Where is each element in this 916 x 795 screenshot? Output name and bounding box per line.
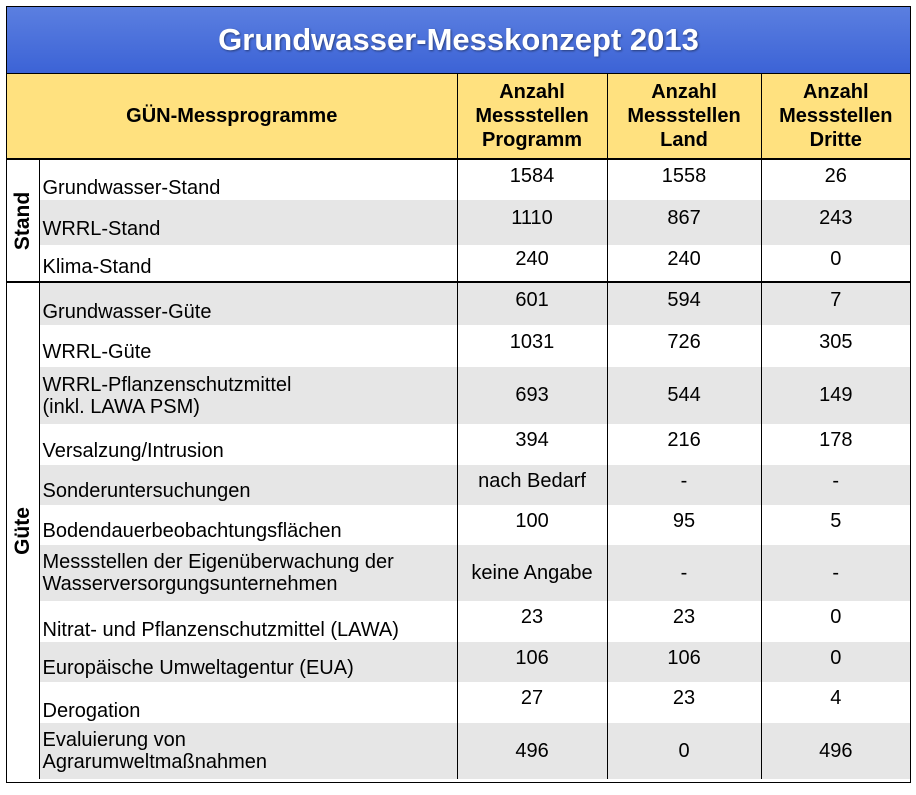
table-row: WRRL-Stand 1110 867 243 [7, 200, 910, 245]
table-row: Messstellen der Eigenüberwachung der Wasserversorgungsunternehmen keine Angabe - - [7, 545, 910, 601]
table-row: Stand Grundwasser-Stand 1584 1558 26 [7, 159, 910, 200]
table-row: Güte Grundwasser-Güte 601 594 7 [7, 282, 910, 325]
header-programm: Anzahl Messstellen Programm [457, 74, 607, 159]
table-row: WRRL-Pflanzenschutzmittel (inkl. LAWA PSM) 693 544 149 [7, 367, 910, 424]
table-row: Nitrat- und Pflanzenschutzmittel (LAWA) 23 23 0 [7, 601, 910, 642]
page-title: Grundwasser-Messkonzept 2013 [218, 22, 699, 57]
table-row: Versalzung/Intrusion 394 216 178 [7, 424, 910, 465]
header-row [7, 74, 910, 159]
header-programs: GÜN-Messprogramme [7, 74, 457, 159]
title-bar [7, 7, 910, 74]
table-row: Klima-Stand 240 240 0 [7, 245, 910, 282]
table-row: Europäische Umweltagentur (EUA) 106 106 0 [7, 642, 910, 682]
group-stand [7, 159, 39, 282]
group-label-stand: Stand [10, 191, 34, 250]
table-row: Sonderuntersuchungen nach Bedarf - - [7, 465, 910, 505]
table-row: Derogation 27 23 4 [7, 682, 910, 723]
header-land: Anzahl Messstellen Land [607, 74, 761, 159]
group-label-guete: Güte [10, 507, 34, 555]
header-dritte: Anzahl Messstellen Dritte [761, 74, 910, 159]
measurement-table [7, 74, 910, 779]
table-row: WRRL-Güte 1031 726 305 [7, 325, 910, 367]
table-row: Evaluierung von Agrarumweltmaßnahmen 496 0 496 [7, 723, 910, 779]
table-row: Bodendauerbeobachtungsflächen 100 95 5 [7, 505, 910, 545]
table-frame [6, 6, 911, 783]
group-guete [7, 282, 39, 779]
